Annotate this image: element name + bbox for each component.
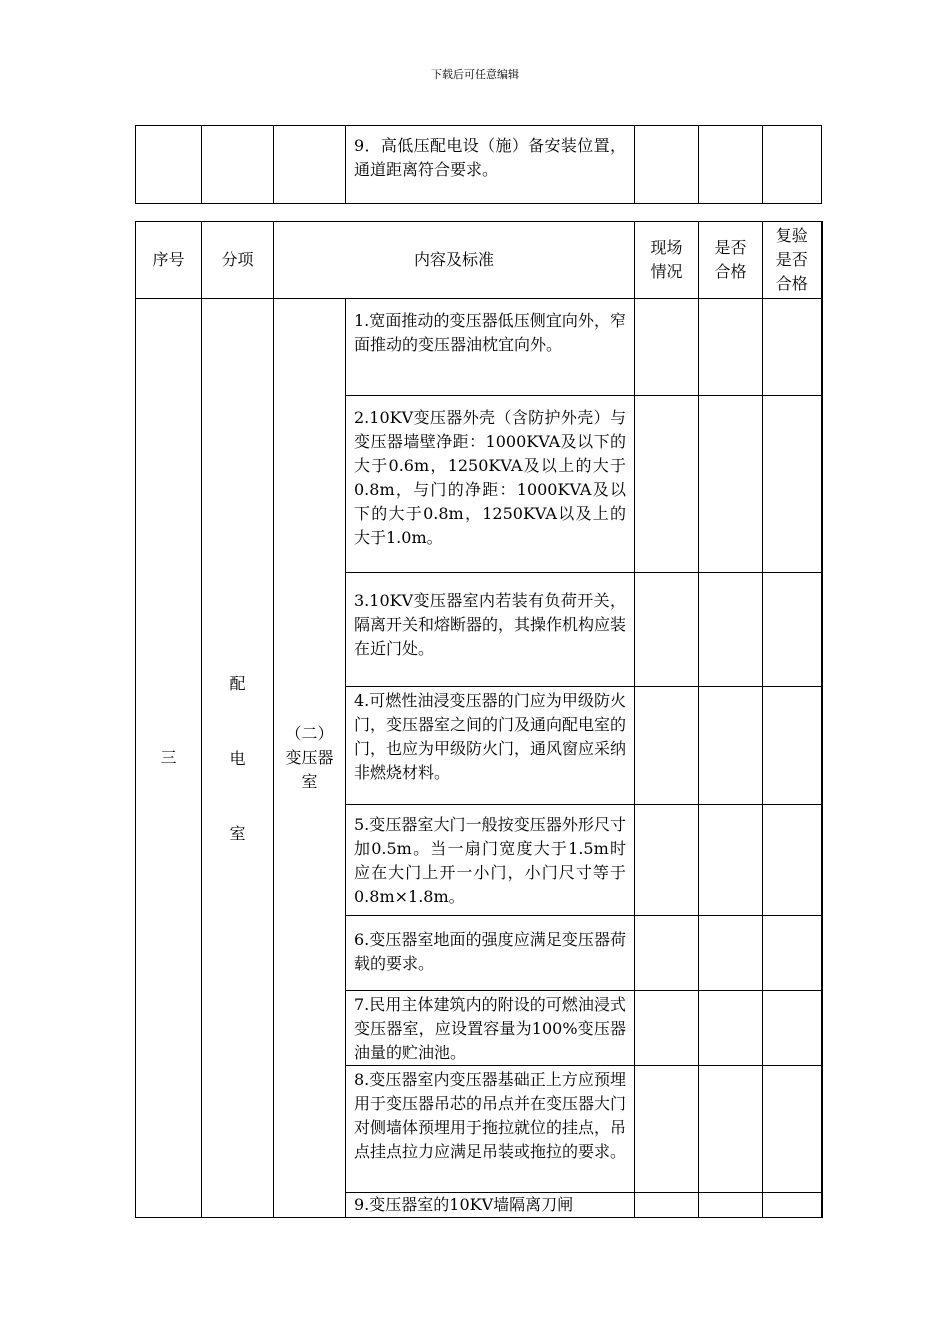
- subsection-cell: [274, 126, 346, 204]
- subsection-label: （二）变压器室: [274, 299, 346, 1218]
- item-8: 8.变压器室内变压器基础正上方应预埋用于变压器吊芯的吊点并在变压器大门对侧墙体预埋用于拖拉就位的挂点，吊点挂点拉力应满足吊装或拖拉的要求。: [346, 1066, 635, 1193]
- item-6: 6.变压器室地面的强度应满足变压器荷载的要求。: [346, 916, 635, 991]
- recheck-cell: [763, 1066, 822, 1193]
- item-3: 3.10KV变压器室内若装有负荷开关，隔离开关和熔断器的，其操作机构应装在近门处。: [346, 573, 635, 687]
- recheck-cell: [763, 299, 822, 396]
- header-category: 分项: [202, 222, 274, 299]
- item-1: 1.宽面推动的变压器低压侧宜向外，窄面推动的变压器油枕宜向外。: [346, 299, 635, 396]
- pass-cell: [699, 1193, 763, 1218]
- table-row: [136, 126, 822, 204]
- site-cell: [635, 573, 699, 687]
- site-cell: [635, 1066, 699, 1193]
- pass-cell: [699, 573, 763, 687]
- pass-cell: [699, 396, 763, 573]
- recheck-cell: [763, 1193, 822, 1218]
- site-cell: [635, 916, 699, 991]
- pass-cell: [699, 687, 763, 805]
- site-cell: [635, 299, 699, 396]
- pass-cell: [699, 1066, 763, 1193]
- item-9: 9.变压器室的10KV墙隔离刀闸: [346, 1193, 635, 1218]
- category-char: 配: [229, 673, 246, 693]
- table-row: [136, 299, 822, 396]
- recheck-cell: [763, 126, 822, 204]
- continued-table: [135, 125, 822, 204]
- site-cell: [635, 687, 699, 805]
- pass-cell: [699, 805, 763, 916]
- item-2: 2.10KV变压器外壳（含防护外壳）与变压器墙壁净距：1000KVA及以下的大于0.6m，1250KVA及以上的大于0.8m，与门的净距：1000KVA及以下的大于0.8m，1250KVA以及上的大于1.0m。: [346, 396, 635, 573]
- inspection-table: [135, 221, 823, 1218]
- item-7: 7.民用主体建筑内的附设的可燃油浸式变压器室，应设置容量为100%变压器油量的贮油池。: [346, 991, 635, 1066]
- header-recheck: 复验是否合格: [763, 222, 822, 299]
- section-category: [202, 299, 274, 1218]
- recheck-cell: [763, 396, 822, 573]
- pass-cell: [699, 916, 763, 991]
- site-cell: [635, 1193, 699, 1218]
- table-header-row: [136, 222, 822, 299]
- pass-cell: [699, 991, 763, 1066]
- section-seq: 三: [136, 299, 202, 1218]
- recheck-cell: [763, 573, 822, 687]
- recheck-cell: [763, 916, 822, 991]
- content-cell: 9．高低压配电设（施）备安装位置，通道距离符合要求。: [346, 126, 635, 204]
- recheck-cell: [763, 805, 822, 916]
- recheck-cell: [763, 991, 822, 1066]
- header-seq: 序号: [136, 222, 202, 299]
- item-4: 4.可燃性油浸变压器的门应为甲级防火门，变压器室之间的门及通向配电室的门，也应为甲级防火门，通风窗应采纳非燃烧材料。: [346, 687, 635, 805]
- category-cell: [202, 126, 274, 204]
- site-cell: [635, 991, 699, 1066]
- header-pass: 是否合格: [699, 222, 763, 299]
- recheck-cell: [763, 687, 822, 805]
- seq-cell: [136, 126, 202, 204]
- page-header-note: 下载后可任意编辑: [431, 68, 519, 81]
- category-char: 室: [229, 823, 246, 843]
- header-site: 现场情况: [635, 222, 699, 299]
- header-content: 内容及标准: [274, 222, 635, 299]
- category-char: 电: [229, 748, 246, 768]
- item-5: 5.变压器室大门一般按变压器外形尺寸加0.5m。当一扇门宽度大于1.5m时应在大门上开一小门，小门尺寸等于0.8m×1.8m。: [346, 805, 635, 916]
- pass-cell: [699, 299, 763, 396]
- site-cell: [635, 396, 699, 573]
- pass-cell: [699, 126, 763, 204]
- site-cell: [635, 126, 699, 204]
- site-cell: [635, 805, 699, 916]
